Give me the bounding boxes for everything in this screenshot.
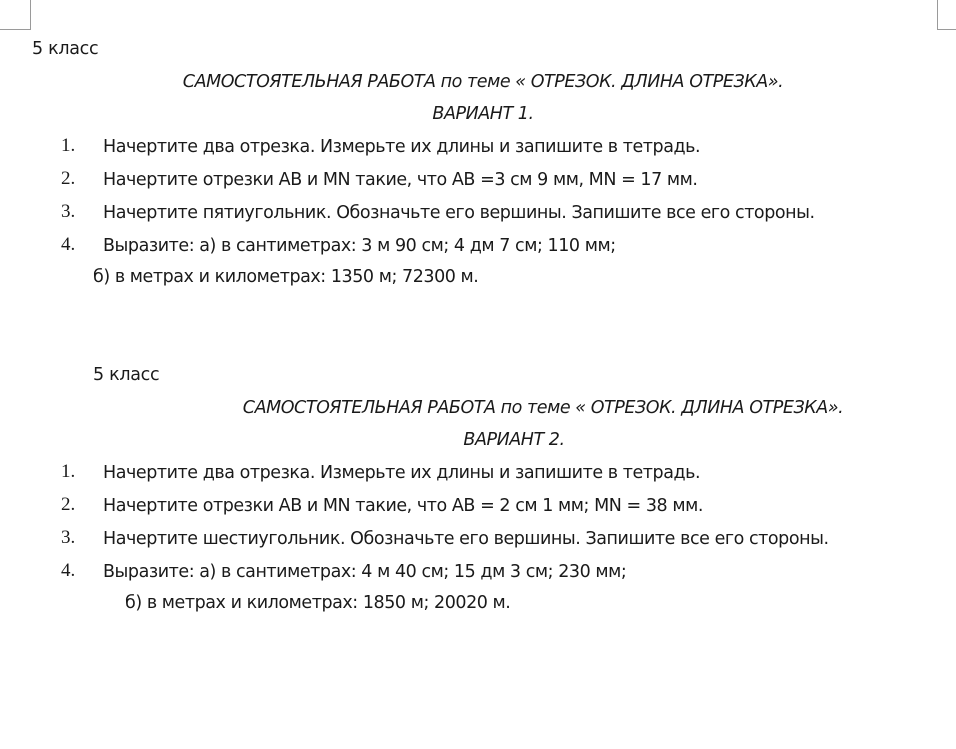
grade-label: 5 класс: [32, 39, 99, 59]
task-text: Выразите: а) в сантиметрах: 4 м 40 см; 15 дм 3 см; 230 мм;: [103, 562, 627, 582]
task-text: Начертите отрезки АВ и MN такие, что АВ =3 см 9 мм, MN = 17 мм.: [103, 170, 698, 190]
task-text: Начертите пятиугольник. Обозначьте его вершины. Запишите все его стороны.: [103, 203, 815, 223]
task-text: Начертите два отрезка. Измерьте их длины и запишите в тетрадь.: [103, 137, 701, 157]
crop-mark-left: [0, 0, 31, 30]
worksheet-title: САМОСТОЯТЕЛЬНАЯ РАБОТА по теме « ОТРЕЗОК. ДЛИНА ОТРЕЗКА».: [242, 398, 844, 418]
task-continuation: б) в метрах и километрах: 1850 м; 20020 м.: [125, 593, 511, 613]
task-number: 3.: [61, 527, 76, 548]
task-continuation: б) в метрах и километрах: 1350 м; 72300 м.: [93, 267, 479, 287]
task-number: 1.: [61, 461, 76, 482]
task-text: Начертите шестиугольник. Обозначьте его вершины. Запишите все его стороны.: [103, 529, 829, 549]
task-text: Выразите: а) в сантиметрах: 3 м 90 см; 4 дм 7 см; 110 мм;: [103, 236, 616, 256]
task-text: Начертите два отрезка. Измерьте их длины и запишите в тетрадь.: [103, 463, 701, 483]
crop-mark-right: [937, 0, 956, 30]
variant-heading: ВАРИАНТ 1.: [432, 104, 534, 124]
task-number: 2.: [61, 168, 76, 189]
task-number: 2.: [61, 494, 76, 515]
task-number: 3.: [61, 201, 76, 222]
task-text: Начертите отрезки АВ и MN такие, что АВ = 2 см 1 мм; MN = 38 мм.: [103, 496, 703, 516]
variant-heading: ВАРИАНТ 2.: [463, 430, 565, 450]
grade-label: 5 класс: [93, 365, 160, 385]
task-number: 1.: [61, 135, 76, 156]
task-number: 4.: [61, 560, 76, 581]
task-number: 4.: [61, 234, 76, 255]
worksheet-title: САМОСТОЯТЕЛЬНАЯ РАБОТА по теме « ОТРЕЗОК. ДЛИНА ОТРЕЗКА».: [182, 72, 784, 92]
